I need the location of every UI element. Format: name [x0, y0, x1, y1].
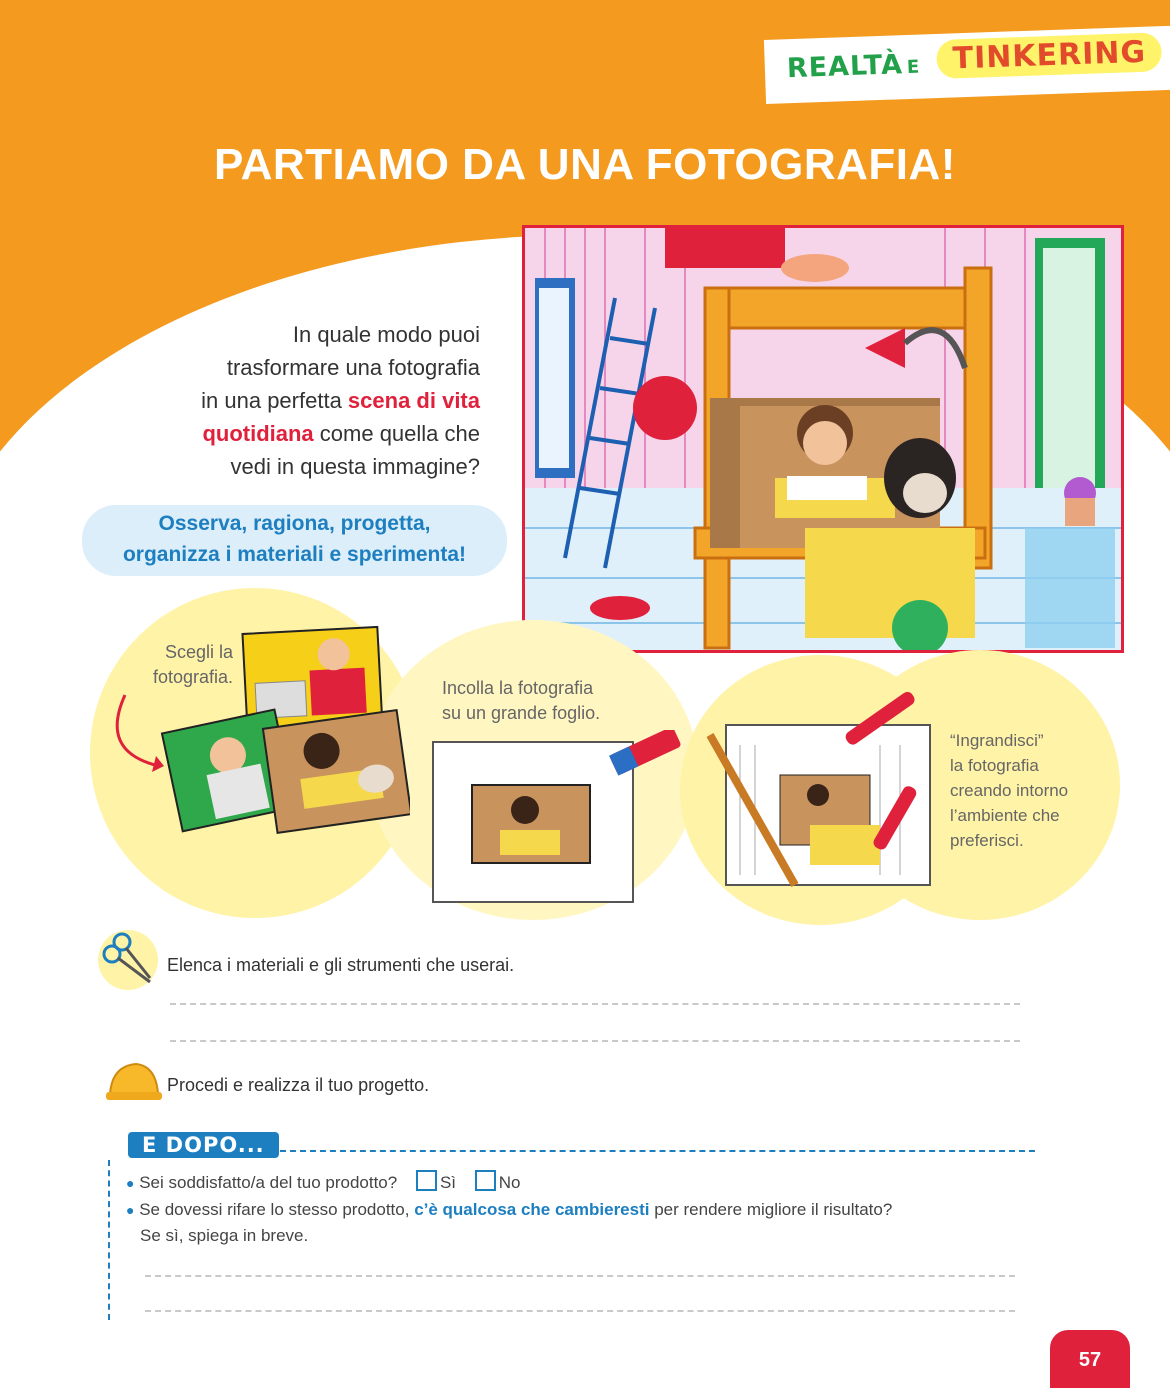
pill-line-2: organizza i materiali e sperimenta! [122, 543, 467, 566]
proceed-instruction: Procedi e realizza il tuo progetto. [167, 1075, 430, 1095]
question-1-text: Sei soddisfatto/a del tuo prodotto? [139, 1173, 398, 1192]
tag-realta: REALTÀ [786, 49, 904, 85]
step-2-text [442, 676, 642, 726]
step-2-line-1: Incolla la fotografia [442, 678, 594, 698]
question-2-highlight: c’è qualcosa che cambieresti [414, 1200, 650, 1219]
answer-line-1 [170, 1003, 1020, 1005]
dopo-badge: E DOPO... [128, 1132, 279, 1158]
bedroom-drawing [525, 228, 1121, 650]
intro-line-5: vedi in questa immagine? [230, 454, 480, 479]
answer-line-3 [145, 1275, 1015, 1277]
question-2-text-c: per rendere migliore il risultato? [649, 1200, 893, 1219]
step-3-line-4: l’ambiente che [950, 806, 1060, 825]
page-title: PARTIAMO DA UNA FOTOGRAFIA! [214, 140, 956, 189]
checkbox-si[interactable] [416, 1170, 437, 1191]
section-tag [764, 25, 1170, 104]
highlight-scena: scena di vita [347, 388, 480, 413]
dopo-divider [270, 1150, 1035, 1152]
page-number: 57 [1050, 1330, 1130, 1388]
question-satisfied [126, 1170, 520, 1196]
step-1-line-1: Scegli la [164, 642, 233, 662]
materials-instruction: Elenca i materiali e gli strumenti che userai. [167, 955, 515, 975]
tag-e: E [906, 56, 920, 79]
intro-line-2: trasformare una fotografia [226, 355, 480, 380]
hard-hat-icon [104, 1058, 162, 1102]
step-3-line-3: creando intorno [950, 781, 1069, 800]
step-2-line-2: su un grande foglio. [442, 703, 601, 723]
option-si-label: Sì [439, 1173, 457, 1192]
step-3-text [950, 728, 1120, 853]
highlight-quotidiana: quotidiana [202, 421, 314, 446]
intro-question [150, 318, 480, 483]
checkbox-no[interactable] [475, 1170, 496, 1191]
photo-collage [160, 625, 410, 855]
intro-line-3 [150, 384, 480, 417]
glued-photo-sheet [430, 730, 690, 910]
intro-text: come quella che [313, 421, 480, 446]
enlarged-drawing [700, 685, 940, 900]
step-3-line-2: la fotografia [950, 756, 1039, 775]
scissors-icon [98, 930, 158, 990]
option-no-label: No [498, 1173, 521, 1192]
bullet-icon: ● [126, 1175, 135, 1191]
bedroom-illustration [522, 225, 1124, 653]
pill-line-1: Osserva, ragiona, progetta, [158, 512, 431, 535]
question-improve [126, 1197, 1046, 1249]
answer-line-2 [170, 1040, 1020, 1042]
step-1-line-2: fotografia. [152, 667, 233, 687]
dopo-side-line [108, 1160, 110, 1320]
step-3-line-5: preferisci. [950, 831, 1024, 850]
intro-line-4 [150, 417, 480, 450]
step-3-line-1: “Ingrandisci” [950, 731, 1044, 750]
instruction-pill [82, 505, 507, 576]
intro-text: in una perfetta [201, 388, 348, 413]
intro-line-1: In quale modo puoi [292, 322, 480, 347]
bullet-icon: ● [126, 1202, 135, 1218]
question-2-text-a: Se dovessi rifare lo stesso prodotto, [139, 1200, 415, 1219]
answer-line-4 [145, 1310, 1015, 1312]
question-2-explain: Se sì, spiega in breve. [140, 1226, 309, 1245]
tag-tinkering: TINKERING [936, 32, 1163, 79]
